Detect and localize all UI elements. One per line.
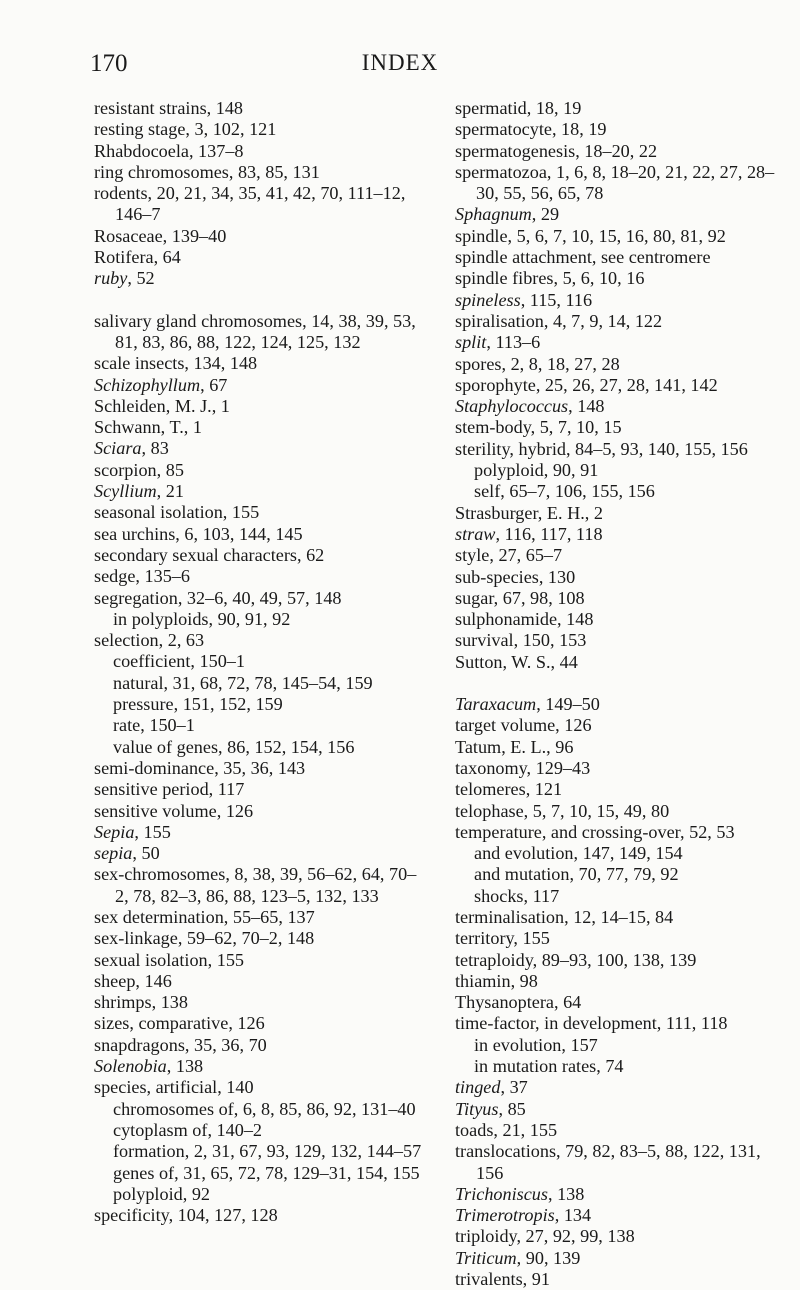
index-entry (94, 119, 424, 140)
index-entry (455, 98, 775, 119)
letter-gap (455, 673, 775, 694)
index-entry (455, 311, 775, 332)
entry-term-italic: Sciara (94, 438, 142, 459)
entry-text: , 138 (166, 1056, 204, 1077)
index-entry (94, 545, 424, 566)
index-entry (455, 1184, 775, 1205)
entry-text: scale insects, 134, 148 (94, 353, 258, 374)
index-entry (94, 247, 424, 268)
entry-term-italic: Tityus (455, 1098, 499, 1119)
entry-text: , 149–50 (536, 694, 600, 715)
entry-text: Thysanoptera, 64 (455, 992, 582, 1013)
entry-text: spermatozoa, 1, 6, 8, 18–20, 21, 22, 27, 28–30, 55, 56, 65, 78 (455, 161, 775, 204)
index-entry (94, 1056, 424, 1077)
index-subentry (455, 460, 775, 481)
index-entry (94, 588, 424, 609)
page-header (0, 50, 800, 82)
index-entry (455, 247, 775, 268)
entry-text: translocations, 79, 82, 83–5, 88, 122, 131, 156 (455, 1141, 761, 1183)
index-entry (94, 460, 424, 481)
index-entry (455, 971, 775, 992)
index-entry (94, 907, 424, 928)
index-subentry (94, 651, 424, 672)
entry-text: species, artificial, 140 (94, 1077, 254, 1098)
page-number: 170 (90, 50, 128, 77)
index-entry (94, 481, 424, 502)
index-entry (455, 375, 775, 396)
index-entry (455, 1205, 775, 1226)
index-entry (94, 268, 424, 289)
index-entry (455, 737, 775, 758)
index-entry (94, 375, 424, 396)
index-entry (94, 438, 424, 459)
index-entry (94, 311, 424, 354)
index-column-right (455, 98, 775, 1290)
index-subentry (94, 1163, 424, 1184)
index-entry (94, 758, 424, 779)
entry-text: , 52 (127, 268, 155, 289)
entry-text: , 37 (500, 1077, 528, 1098)
index-entry (94, 502, 424, 523)
entry-text: Schleiden, M. J., 1 (94, 395, 230, 416)
entry-text: telophase, 5, 7, 10, 15, 49, 80 (455, 800, 670, 821)
index-subentry (94, 1099, 424, 1120)
index-entry (455, 226, 775, 247)
index-entry (94, 950, 424, 971)
entry-term-italic: Staphylococcus (455, 396, 569, 417)
entry-text: sulphonamide, 148 (455, 609, 594, 630)
page-title: INDEX (361, 50, 439, 75)
index-subentry (94, 715, 424, 736)
index-entry (94, 822, 424, 843)
entry-text: rate, 150–1 (113, 715, 195, 736)
entry-text: Schwann, T., 1 (94, 417, 202, 438)
entry-text: sedge, 135–6 (94, 566, 190, 587)
index-entry (94, 183, 424, 226)
entry-text: shocks, 117 (474, 885, 560, 906)
index-subentry (455, 886, 775, 907)
entry-text: Rhabdocoela, 137–8 (94, 140, 244, 161)
entry-text: thiamin, 98 (455, 970, 538, 991)
index-entry (455, 417, 775, 438)
index-entry (94, 1013, 424, 1034)
entry-text: in polyploids, 90, 91, 92 (113, 608, 291, 629)
entry-text: genes of, 31, 65, 72, 78, 129–31, 154, 155 (113, 1162, 420, 1183)
entry-text: and mutation, 70, 77, 79, 92 (474, 864, 679, 885)
entry-text: sexual isolation, 155 (94, 949, 245, 970)
index-entry (455, 396, 775, 417)
entry-term-italic: Sepia (94, 821, 135, 842)
entry-text: sizes, comparative, 126 (94, 1013, 265, 1034)
entry-text: spermatocyte, 18, 19 (455, 119, 607, 140)
letter-gap (94, 290, 424, 311)
index-subentry (94, 673, 424, 694)
entry-text: sterility, hybrid, 84–5, 93, 140, 155, 156 (455, 438, 748, 459)
entry-text: , 50 (132, 843, 160, 864)
index-entry (455, 332, 775, 353)
entry-term-italic: Sphagnum (455, 204, 532, 225)
entry-text: , 113–6 (486, 332, 541, 353)
index-entry (455, 588, 775, 609)
entry-text: temperature, and crossing-over, 52, 53 (455, 821, 735, 842)
index-entry (455, 524, 775, 545)
entry-text: triploidy, 27, 92, 99, 138 (455, 1226, 635, 1247)
index-entry (94, 524, 424, 545)
entry-text: seasonal isolation, 155 (94, 502, 260, 523)
entry-text: Rotifera, 64 (94, 247, 181, 268)
index-column-left (94, 98, 424, 1226)
entry-term-italic: Trimerotropis (455, 1205, 555, 1226)
entry-text: specificity, 104, 127, 128 (94, 1205, 278, 1226)
entry-text: telomeres, 121 (455, 779, 563, 800)
index-entry (455, 1013, 775, 1034)
entry-text: spermatid, 18, 19 (455, 98, 582, 118)
entry-text: spiralisation, 4, 7, 9, 14, 122 (455, 310, 663, 331)
entry-text: chromosomes of, 6, 8, 85, 86, 92, 131–40 (113, 1098, 416, 1119)
index-entry (455, 907, 775, 928)
entry-text: polyploid, 92 (113, 1183, 211, 1204)
entry-text: sex-linkage, 59–62, 70–2, 148 (94, 928, 315, 949)
entry-text: Sutton, W. S., 44 (455, 651, 578, 672)
index-entry (94, 396, 424, 417)
index-entry (455, 290, 775, 311)
index-entry (94, 1077, 424, 1098)
entry-text: terminalisation, 12, 14–15, 84 (455, 906, 674, 927)
index-subentry (94, 737, 424, 758)
entry-text: , 155 (134, 821, 171, 842)
index-subentry (455, 1056, 775, 1077)
index-entry (455, 694, 775, 715)
entry-text: tetraploidy, 89–93, 100, 138, 139 (455, 949, 697, 970)
index-entry (94, 928, 424, 949)
entry-term-italic: sepia (94, 843, 133, 864)
entry-text: sensitive period, 117 (94, 779, 245, 800)
index-entry (94, 141, 424, 162)
entry-text: in evolution, 157 (474, 1034, 598, 1055)
entry-text: , 90, 139 (516, 1247, 581, 1268)
entry-text: Tatum, E. L., 96 (455, 736, 574, 757)
entry-text: spindle, 5, 6, 7, 10, 15, 16, 80, 81, 92 (455, 225, 726, 246)
entry-text: ring chromosomes, 83, 85, 131 (94, 161, 320, 182)
index-entry (94, 226, 424, 247)
entry-text: polyploid, 90, 91 (474, 460, 599, 481)
index-entry (455, 1141, 775, 1184)
entry-text: shrimps, 138 (94, 992, 188, 1013)
entry-text: toads, 21, 155 (455, 1119, 558, 1140)
entry-text: rodents, 20, 21, 34, 35, 41, 42, 70, 111–12, 146–7 (94, 183, 406, 225)
entry-text: sea urchins, 6, 103, 144, 145 (94, 523, 303, 544)
index-entry (94, 843, 424, 864)
index-entry (455, 801, 775, 822)
entry-text: sugar, 67, 98, 108 (455, 587, 585, 608)
index-entry (455, 630, 775, 651)
index-subentry (94, 694, 424, 715)
index-entry (455, 1077, 775, 1098)
index-subentry (94, 609, 424, 630)
entry-term-italic: spineless (455, 289, 521, 310)
entry-text: value of genes, 86, 152, 154, 156 (113, 736, 355, 757)
index-subentry (94, 1120, 424, 1141)
entry-term-italic: Schizophyllum (94, 374, 201, 395)
index-entry (455, 652, 775, 673)
entry-text: taxonomy, 129–43 (455, 757, 591, 778)
entry-text: Rosaceae, 139–40 (94, 225, 227, 246)
index-entry (94, 1035, 424, 1056)
index-entry (455, 758, 775, 779)
index-entry (455, 1269, 775, 1290)
entry-text: spindle attachment, see centromere (455, 247, 711, 268)
entry-term-italic: ruby (94, 268, 128, 289)
entry-text: resistant strains, 148 (94, 98, 244, 118)
entry-term-italic: Taraxacum (455, 694, 537, 715)
index-entry (94, 417, 424, 438)
index-entry (94, 992, 424, 1013)
index-subentry (94, 1141, 424, 1162)
index-entry (455, 439, 775, 460)
entry-text: sub-species, 130 (455, 566, 576, 587)
entry-term-italic: Trichoniscus (455, 1183, 548, 1204)
entry-text: cytoplasm of, 140–2 (113, 1119, 263, 1140)
index-entry (94, 566, 424, 587)
index-entry (455, 503, 775, 524)
entry-text: spores, 2, 8, 18, 27, 28 (455, 353, 620, 374)
entry-text: snapdragons, 35, 36, 70 (94, 1034, 267, 1055)
entry-text: survival, 150, 153 (455, 630, 587, 651)
index-entry (455, 1099, 775, 1120)
entry-text: , 116, 117, 118 (495, 523, 603, 544)
entry-text: secondary sexual characters, 62 (94, 544, 325, 565)
index-subentry (455, 481, 775, 502)
index-entry (455, 1120, 775, 1141)
index-entry (455, 928, 775, 949)
entry-text: self, 65–7, 106, 155, 156 (474, 481, 655, 502)
entry-text: Strasburger, E. H., 2 (455, 502, 603, 523)
entry-term-italic: straw (455, 523, 496, 544)
index-entry (455, 779, 775, 800)
index-entry (94, 801, 424, 822)
entry-text: stem-body, 5, 7, 10, 15 (455, 417, 622, 438)
entry-text: spermatogenesis, 18–20, 22 (455, 140, 658, 161)
entry-text: and evolution, 147, 149, 154 (474, 843, 683, 864)
entry-text: , 85 (498, 1098, 526, 1119)
index-subentry (94, 1184, 424, 1205)
entry-text: semi-dominance, 35, 36, 143 (94, 757, 306, 778)
index-entry (455, 992, 775, 1013)
index-entry (455, 715, 775, 736)
entry-text: sporophyte, 25, 26, 27, 28, 141, 142 (455, 374, 718, 395)
index-entry (94, 630, 424, 651)
index-entry (455, 822, 775, 843)
entry-text: , 115, 116 (520, 289, 593, 310)
index-entry (455, 204, 775, 225)
entry-text: pressure, 151, 152, 159 (113, 694, 283, 715)
entry-text: territory, 155 (455, 928, 550, 949)
index-entry (455, 119, 775, 140)
index-entry (455, 950, 775, 971)
index-entry (94, 98, 424, 119)
index-entry (455, 545, 775, 566)
index-entry (94, 779, 424, 800)
entry-term-italic: Scyllium (94, 481, 157, 502)
entry-text: sex determination, 55–65, 137 (94, 906, 315, 927)
index-entry (94, 353, 424, 374)
entry-text: formation, 2, 31, 67, 93, 129, 132, 144–57 (113, 1141, 422, 1162)
entry-text: coefficient, 150–1 (113, 651, 245, 672)
index-entry (455, 567, 775, 588)
index-subentry (455, 864, 775, 885)
entry-text: sensitive volume, 126 (94, 800, 254, 821)
entry-text: , 134 (554, 1205, 592, 1226)
entry-text: , 67 (200, 374, 228, 395)
index-entry (455, 268, 775, 289)
entry-term-italic: tinged (455, 1077, 501, 1098)
entry-term-italic: Solenobia (94, 1056, 167, 1077)
index-entry (455, 354, 775, 375)
index-entry (94, 971, 424, 992)
index-entry (455, 162, 775, 205)
entry-text: sex-chromosomes, 8, 38, 39, 56–62, 64, 70–2, 78, 82–3, 86, 88, 123–5, 132, 133 (94, 864, 417, 906)
entry-text: , 21 (156, 481, 184, 502)
index-entry (455, 141, 775, 162)
index-subentry (455, 1035, 775, 1056)
entry-text: scorpion, 85 (94, 459, 184, 480)
entry-text: target volume, 126 (455, 715, 592, 736)
entry-text: salivary gland chromosomes, 14, 38, 39, 53, 81, 83, 86, 88, 122, 124, 125, 132 (94, 310, 416, 352)
entry-term-italic: Triticum (455, 1247, 517, 1268)
entry-text: , 148 (568, 396, 605, 417)
entry-text: , 83 (141, 438, 169, 459)
entry-term-italic: split (455, 332, 487, 353)
index-entry (455, 609, 775, 630)
entry-text: segregation, 32–6, 40, 49, 57, 148 (94, 587, 342, 608)
index-entry (94, 864, 424, 907)
index-entry (94, 162, 424, 183)
entry-text: , 29 (531, 204, 560, 225)
entry-text: selection, 2, 63 (94, 630, 205, 651)
entry-text: time-factor, in development, 111, 118 (455, 1013, 728, 1034)
index-entry (455, 1248, 775, 1269)
entry-text: style, 27, 65–7 (455, 545, 563, 566)
entry-text: resting stage, 3, 102, 121 (94, 119, 277, 140)
index-entry (94, 1205, 424, 1226)
entry-text: sheep, 146 (94, 970, 172, 991)
index-entry (455, 1226, 775, 1247)
entry-text: trivalents, 91 (455, 1269, 550, 1290)
index-subentry (455, 843, 775, 864)
entry-text: , 138 (547, 1183, 585, 1204)
entry-text: in mutation rates, 74 (474, 1056, 624, 1077)
entry-text: spindle fibres, 5, 6, 10, 16 (455, 268, 645, 289)
entry-text: natural, 31, 68, 72, 78, 145–54, 159 (113, 672, 373, 693)
